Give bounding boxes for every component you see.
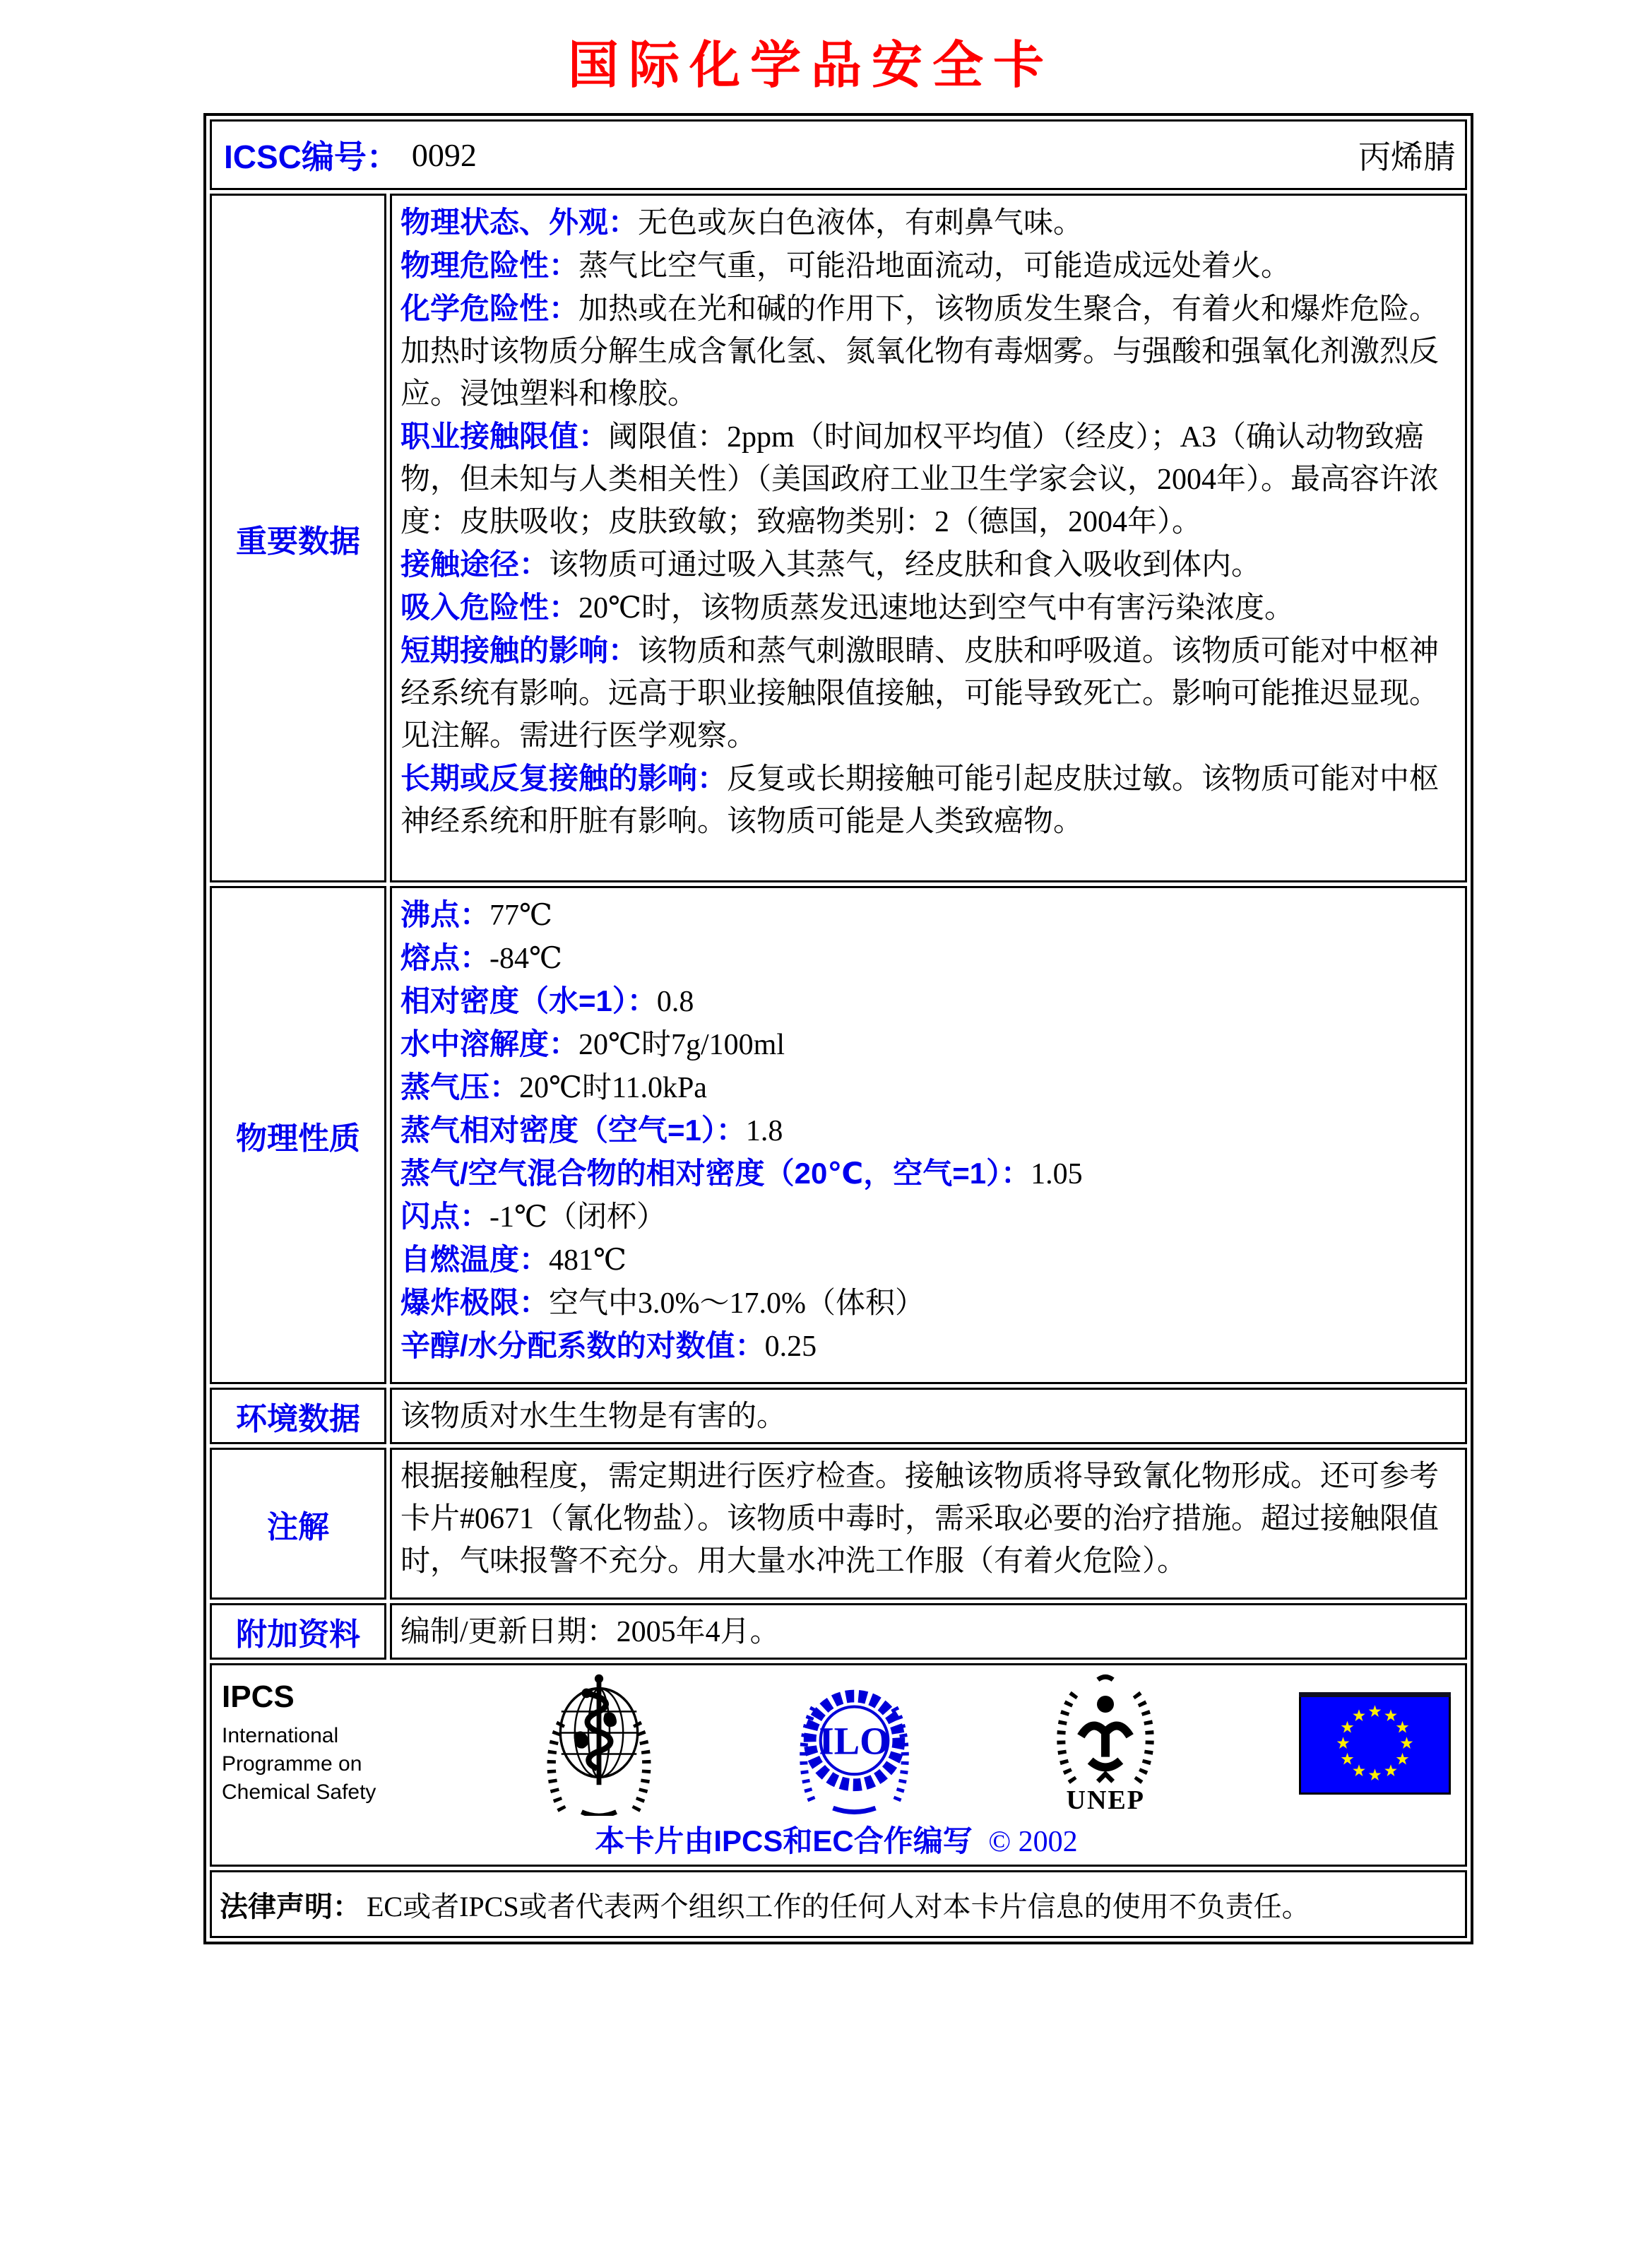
logos-row xyxy=(210,1663,1467,1867)
notes-label: 注解 xyxy=(210,1448,386,1600)
physical-properties-row xyxy=(210,886,1467,1384)
field-label: 长期或反复接触的影响： xyxy=(400,762,728,795)
important-data-label: 重要数据 xyxy=(210,194,386,882)
property-explosive-limits: 爆炸极限：空气中3.0%～17.0%（体积） xyxy=(400,1286,925,1320)
property-autoignition: 自燃温度：481℃ xyxy=(400,1243,627,1277)
property-flash-point: 闪点：-1℃（闭杯） xyxy=(400,1200,666,1234)
legal-notice xyxy=(213,1873,1464,1935)
field-text: 该物质和蒸气刺激眼睛、皮肤和呼吸道。该物质可能对中枢神经系统有影响。远高于职业接触限值接触，可能导致死亡。影响可能推迟显现。见注解。需进行医学观察。 xyxy=(400,635,1440,752)
physical-properties-label: 物理性质 xyxy=(210,886,386,1384)
additional-info-label: 附加资料 xyxy=(210,1603,386,1660)
important-data-row xyxy=(210,194,1467,882)
icsc-number-value: 0092 xyxy=(411,136,477,173)
icsc-number-label: ICSC编号： xyxy=(224,138,399,175)
field-text: 蒸气比空气重，可能沿地面流动，可能造成远处着火。 xyxy=(578,250,1291,283)
environmental-data-content: 该物质对水生生物是有害的。 xyxy=(390,1388,1467,1444)
paragraph-inhalation-risk xyxy=(400,586,1455,630)
paragraph-physical-state xyxy=(400,201,1455,244)
copyright-text: © 2002 xyxy=(988,1826,1078,1858)
property-relative-density: 相对密度（水=1）：0.8 xyxy=(400,984,694,1018)
property-vapor-density: 蒸气相对密度（空气=1）：1.8 xyxy=(400,1114,783,1147)
chemical-name: 丙烯腈 xyxy=(1358,139,1456,175)
notes-content: 根据接触程度，需定期进行医疗检查。接触该物质将导致氰化物形成。还可参考卡片#0671（氰化物盐）。该物质中毒时，需采取必要的治疗措施。超过接触限值时，气味报警不充分。用大量水冲洗工作服（有着火危险）。 xyxy=(390,1448,1467,1600)
environmental-data-label: 环境数据 xyxy=(210,1388,386,1444)
property-octanol-water: 辛醇/水分配系数的对数值：0.25 xyxy=(400,1329,817,1363)
property-water-solubility: 水中溶解度：20℃时7g/100ml xyxy=(400,1027,785,1061)
paragraph-long-term-effects xyxy=(400,757,1455,843)
caption-text: 本卡片由IPCS和EC合作编写 xyxy=(595,1824,973,1857)
paragraph-exposure-routes xyxy=(400,543,1455,586)
field-text: 阈限值：2ppm（时间加权平均值）（经皮）；A3（确认动物致癌物，但未知与人类相关性）（美国政府工业卫生学家会议，2004年）。最高容许浓度：皮肤吸收；皮肤致敏；致癌物类别：2（德国，2004年）。 xyxy=(400,421,1440,538)
physical-properties-content xyxy=(390,886,1467,1384)
field-text: 无色或灰白色液体，有刺鼻气味。 xyxy=(638,207,1084,240)
paragraph-chemical-hazard xyxy=(400,288,1455,415)
property-boiling-point: 沸点：77℃ xyxy=(400,898,552,932)
ipcs-acronym: IPCS xyxy=(222,1679,295,1714)
paragraph-short-term-effects xyxy=(400,630,1455,757)
field-text: 20℃时，该物质蒸发迅速地达到空气中有害污染浓度。 xyxy=(578,592,1295,625)
field-label: 物理状态、外观： xyxy=(400,206,639,239)
field-label: 短期接触的影响： xyxy=(400,634,639,667)
field-label: 化学危险性： xyxy=(400,292,579,325)
eu-flag-icon xyxy=(1299,1692,1451,1795)
legal-notice-text: EC或者IPCS或者代表两个组织工作的任何人对本卡片信息的使用不负责任。 xyxy=(367,1890,1310,1923)
unep-emblem-icon xyxy=(1049,1670,1162,1816)
property-melting-point: 熔点：-84℃ xyxy=(400,941,562,975)
field-text: 反复或长期接触可能引起皮肤过敏。该物质可能对中枢神经系统和肝脏有影响。该物质可能是人类致癌物。 xyxy=(400,763,1440,838)
ipcs-text-block: IPCS International Programme on Chemical Safety xyxy=(222,1679,402,1807)
important-data-content xyxy=(390,194,1467,882)
cooperation-caption xyxy=(222,1818,1451,1860)
unep-word: UNEP xyxy=(1066,1785,1145,1815)
property-vapor-pressure: 蒸气压：20℃时11.0kPa xyxy=(400,1070,707,1104)
card-header xyxy=(213,122,1464,187)
paragraph-occupational-limit xyxy=(400,415,1455,543)
field-text: 加热或在光和碱的作用下，该物质发生聚合，有着火和爆炸危险。加热时该物质分解生成含氰化氢、氮氧化物有毒烟雾。与强酸和强氧化剂激烈反应。浸蚀塑料和橡胶。 xyxy=(400,293,1440,411)
page-title: 国际化学品安全卡 xyxy=(567,37,1054,94)
notes-row xyxy=(210,1448,1467,1600)
legal-notice-label: 法律声明： xyxy=(220,1891,361,1923)
field-label: 物理危险性： xyxy=(400,249,579,282)
header-row xyxy=(210,119,1467,190)
ilo-emblem-icon xyxy=(796,1671,913,1816)
organization-logos xyxy=(222,1672,1451,1814)
property-vapor-air-density: 蒸气/空气混合物的相对密度（20℃，空气=1）：1.05 xyxy=(400,1157,1083,1191)
legal-notice-row xyxy=(210,1870,1467,1938)
additional-info-row xyxy=(210,1603,1467,1660)
field-label: 接触途径： xyxy=(400,548,550,581)
icsc-card-table xyxy=(203,113,1473,1944)
field-label: 吸入危险性： xyxy=(400,591,579,624)
field-text: 该物质可通过吸入其蒸气，经皮肤和食入吸收到体内。 xyxy=(549,549,1262,581)
who-emblem-icon xyxy=(539,1671,659,1816)
field-label: 职业接触限值： xyxy=(400,420,609,453)
ilo-word: ILO xyxy=(818,1719,890,1763)
additional-info-content: 编制/更新日期：2005年4月。 xyxy=(390,1603,1467,1660)
paragraph-physical-hazard xyxy=(400,244,1455,288)
environmental-data-row xyxy=(210,1388,1467,1444)
